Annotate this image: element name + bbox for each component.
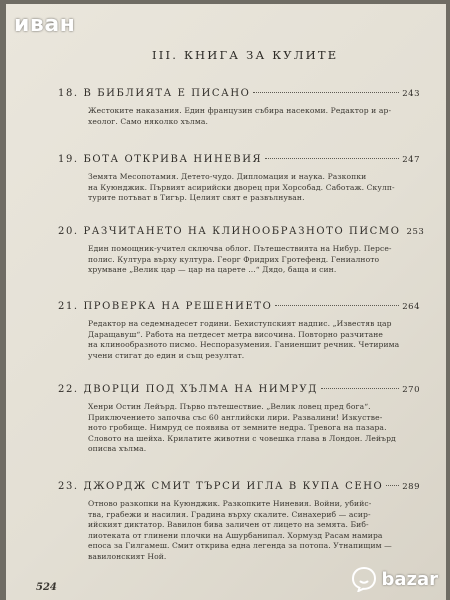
watermark-logo-top: иван [14,12,76,37]
leader-dots [265,158,399,159]
entry-page-number: 289 [402,482,420,492]
summary-line: на Куюнджик. Първият асирийски дворец при Хорсобад. Саботаж. Скулп- [88,182,395,192]
entry-title-line [58,226,425,237]
toc-entry [58,88,420,127]
entry-title: 20. РАЗЧИТАНЕТО НА КЛИНООБРАЗНОТО ПИСМО [58,226,401,237]
entry-title: 23. ДЖОРДЖ СМИТ ТЪРСИ ИГЛА В КУПА СЕНО [58,481,384,492]
summary-line: Хенри Остин Лейърд. Първо пътешествие. „Велик ловец пред бога“. [88,402,371,411]
page-number-folio: 524 [36,582,57,593]
summary-line: ното гробище. Нимруд се появява от земните недра. Тревога на пазара. [88,423,387,433]
entry-title-line [58,301,420,312]
entry-summary [88,172,420,204]
summary-line: Земята Месопотамия. Детето-чудо. Дипломация и наука. Разкопки [88,172,367,181]
summary-line: Жестоките наказания. Един французин събира насекоми. Редактор и ар- [88,106,392,115]
book-page [6,4,446,600]
summary-line: Приключението започва със 60 английски лири. Развалини! Изкустве- [88,412,383,422]
entry-summary [88,106,420,127]
leader-dots [275,305,399,306]
summary-line: турите потъват в Тигър. Целият свят е развълнуван. [88,193,305,203]
entry-page-number: 270 [402,385,420,395]
entry-title-line [58,384,420,395]
summary-line: Отново разкопки на Куюнджик. Разкопките Ниневия. Войни, убийс- [88,499,372,508]
summary-line: полис. Култура върху култура. Георг Фридрих Гротефенд. Гениалното [88,254,380,264]
summary-line: лиотеката от глинени плочки на Ашурбанипал. Хормузд Расам намира [88,530,383,540]
watermark-bottom-text: bazar [381,568,438,590]
entry-title: 18. В БИБЛИЯТА Е ПИСАНО [58,88,251,99]
leader-dots [321,388,399,389]
toc-entry [58,226,425,276]
entry-title-line [58,88,420,99]
summary-line: Даращавуш“. Работа на петдесет метра височина. Повторно разчитане [88,329,384,339]
entry-title-line [58,481,420,492]
summary-line: на клинообразното писмо. Неспоразумения. Ганиеншит речник. Четирима [88,340,400,350]
entry-summary [88,402,420,455]
entry-title: 21. ПРОВЕРКА НА РЕШЕНИЕТО [58,301,273,312]
summary-line: хеолог. Само няколко хълма. [88,116,208,126]
summary-line: Един помощник-учител сключва облог. Пътешествията на Нибур. Персе- [88,244,392,253]
watermark-logo-bottom [351,566,438,592]
entry-page-number: 247 [402,155,420,165]
toc-entry [58,481,420,563]
entry-page-number: 243 [402,89,420,99]
entry-title: 22. ДВОРЦИ ПОД ХЪЛМА НА НИМРУД [58,384,318,395]
entry-page-number: 253 [406,227,425,237]
summary-line: епоса за Гилгамеш. Смит открива една легенда за потопа. Утнапищим — [88,541,392,551]
entry-summary [88,244,420,276]
section-heading: III. КНИГА ЗА КУЛИТЕ [152,48,339,62]
leader-dots [253,92,399,93]
summary-line: Словото на шейха. Крилатите животни с човешка глава в Лондон. Лейърд [88,433,396,443]
summary-line: учени стигат до един и същ резултат. [88,350,245,360]
toc-entry [58,384,420,455]
toc-entry [58,301,420,361]
entry-summary [88,499,420,563]
entry-title-line [58,154,420,165]
summary-line: Редактор на седемнадесет години. Бехиступският надпис. „Известяв цар [88,319,392,328]
entry-summary [88,319,420,361]
summary-line: хрумване „Велик цар — цар на царете ...“ Дядо, баща и син. [88,265,337,275]
toc-entry [58,154,420,204]
entry-title: 19. БОТА ОТКРИВА НИНЕВИЯ [58,154,263,165]
summary-line: вавилонският Ной. [88,551,167,561]
summary-line: тва, грабежи и насилия. Градина върху скалите. Синахериб — асир- [88,509,371,519]
summary-line: ийският диктатор. Вавилон бива заличен от лицето на земята. Биб- [88,520,369,530]
leader-dots [386,485,399,486]
summary-line: описва хълма. [88,444,147,454]
entry-page-number: 264 [402,302,420,312]
bazar-bubble-icon [351,566,377,592]
